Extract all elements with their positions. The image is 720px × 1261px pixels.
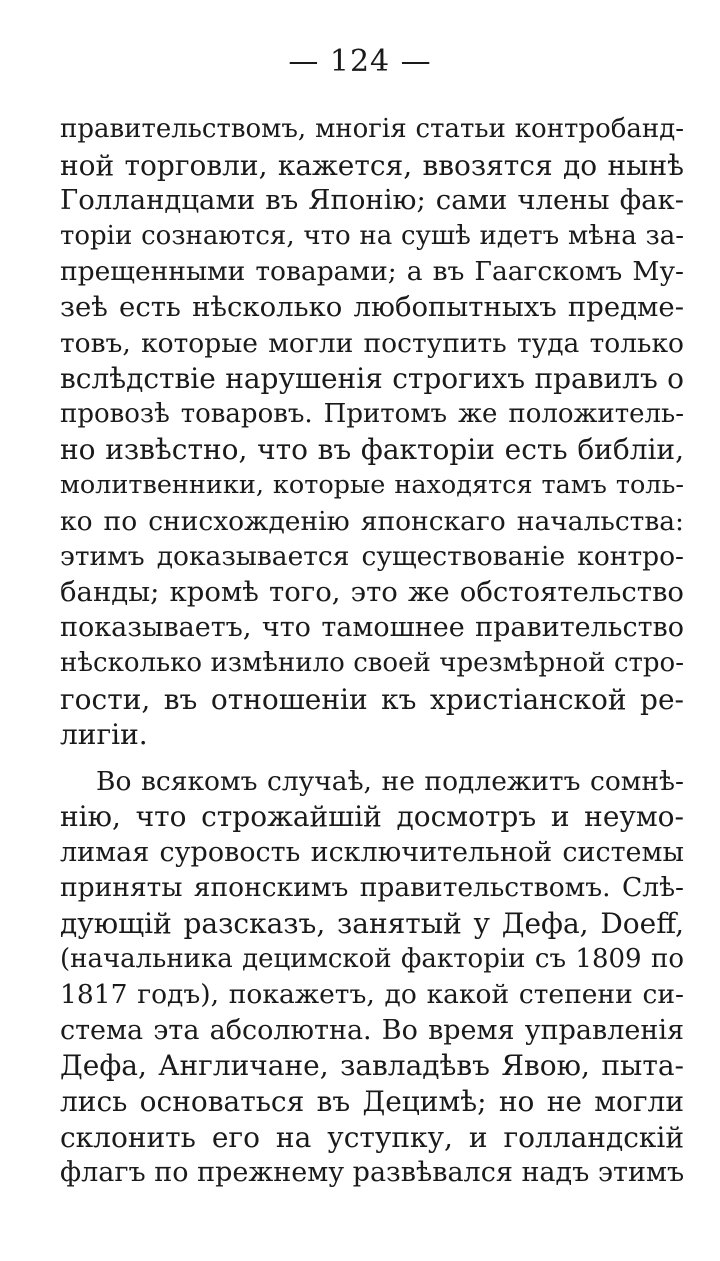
page-body [60,112,684,1191]
text-line: приняты японскимъ правительствомъ. Слѣ- [60,872,684,904]
text-line: молитвенники, которые находятся тамъ толь- [60,469,684,500]
text-line: вслѣдствіе нарушенія строгихъ правилъ о [60,362,684,396]
text-line: но извѣстно, что въ факторіи есть библіи, [60,433,684,467]
text-line: ной торговли, кажется, ввозятся до нынѣ [60,148,684,182]
text-line: лимая суровость исключительной системы [60,836,684,868]
text-line: лись основаться въ Децимѣ; но не могли [60,1085,684,1119]
text-line: банды; кромѣ того, это же обстоятельство [60,575,684,608]
paragraph-gap [60,753,684,764]
text-line: склонить его на уступку, и голландскій [60,1120,684,1154]
text-line: стема эта абсолютна. Во время управленія [60,1014,684,1046]
text-line: провозѣ товаровъ. Притомъ же положитель- [60,398,684,429]
text-line: этимъ доказывается существованіе контро- [60,541,684,573]
text-line: 1817 годъ), покажетъ, до какой степени си- [60,979,684,1011]
text-line: флагъ по прежнему развѣвался надъ этимъ [60,1157,684,1189]
page-number: — 124 — [288,44,432,79]
text-line: Дефа, Англичане, завладѣвъ Явою, пыта- [60,1049,684,1083]
text-line: ко по снисхожденію японскаго начальства: [60,505,684,537]
text-line: товъ, которые могли поступить туда только [60,327,684,359]
text-line: зеѣ есть нѣсколько любопытныхъ предме- [60,290,684,323]
text-line: дующій разсказъ, занятый у Дефа, Doeff, [60,907,684,941]
text-line: прещенными товарами; а въ Гаагскомъ Му- [60,256,684,288]
paragraph-1 [60,112,684,753]
text-line: нѣсколько измѣнило своей чрезмѣрной стро- [60,647,684,678]
text-line: (начальника децимской факторіи съ 1809 по [60,943,684,974]
text-line: гости, въ отношеніи къ христіанской ре- [60,682,684,716]
text-line: лигіи. [60,718,148,752]
paragraph-2 [60,764,684,1191]
text-line: торіи сознаются, что на сушѣ идетъ мѣна за- [60,220,684,251]
text-line: Во всякомъ случаѣ, не подлежитъ сомнѣ- [96,765,684,797]
text-line: показываетъ, что тамошнее правительство [60,612,684,644]
text-line: нію, что строжайшій досмотръ и неумо- [60,800,684,834]
text-line: правительствомъ, многія статьи контробанд- [60,114,684,144]
text-line: Голландцами въ Японію; сами члены фак- [60,184,684,217]
